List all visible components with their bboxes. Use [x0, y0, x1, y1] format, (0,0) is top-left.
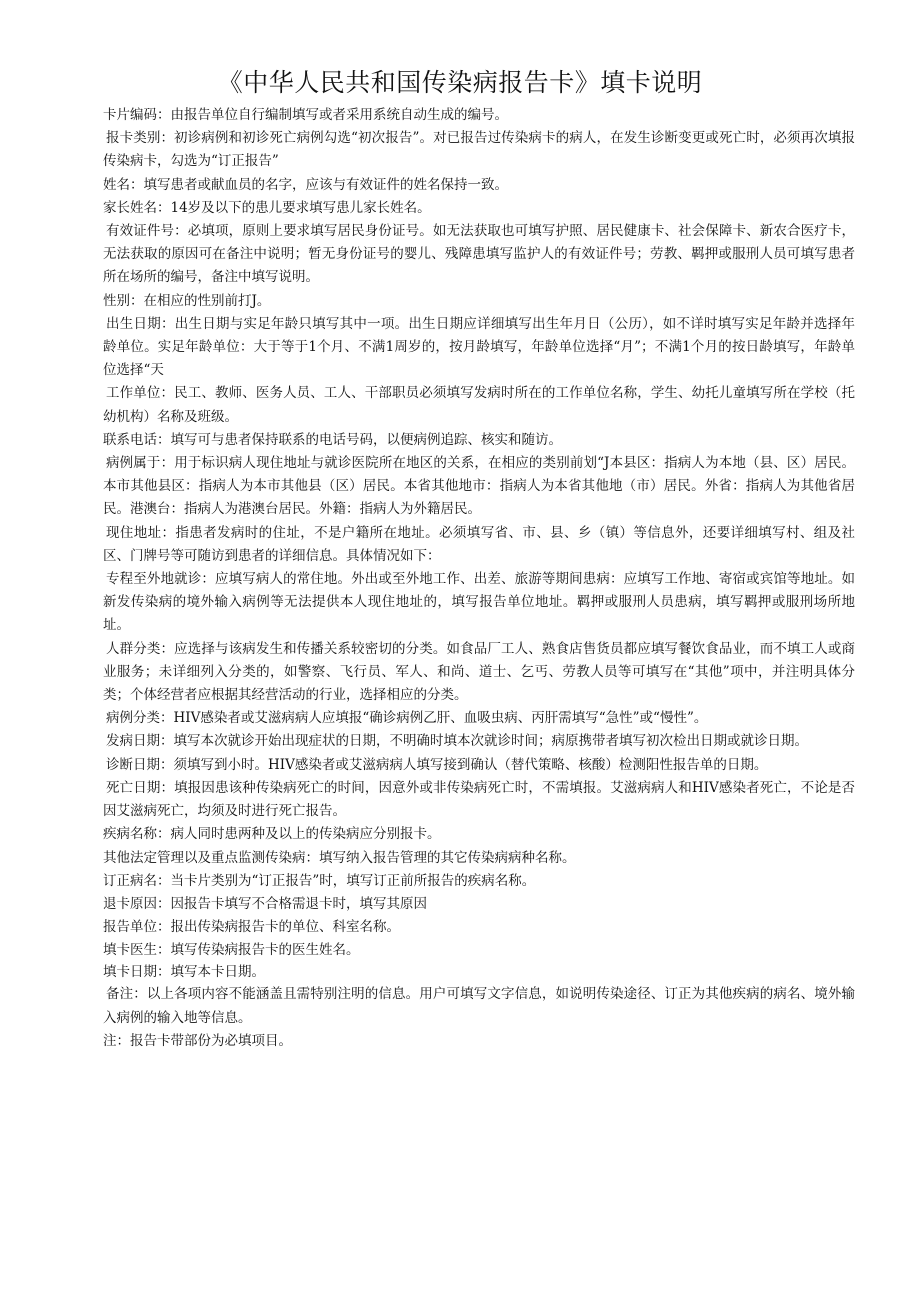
para-name: 姓名：填写患者或献血员的名字，应该与有效证件的姓名保持一致。: [103, 176, 508, 193]
para-doctor: 填卡医生：填写传染病报告卡的医生姓名。: [103, 942, 360, 959]
para-fill-date: 填卡日期：填写本卡日期。: [103, 964, 265, 981]
para-onset-date: 发病日期：填写本次就诊开始出现症状的日期，不明确时填本次就诊时间；病原携带者填写初次检出日期或就诊日期。: [106, 733, 808, 750]
para-work-unit: 工作单位：民工、教师、医务人员、工人、干部职员必须填写发病时所在的工作单位名称，学生、幼托儿童填写所在学校（托幼机构）名称及班级。: [103, 385, 855, 425]
para-id-number: 有效证件号：必填项，原则上要求填写居民身份证号。如无法获取也可填写护照、居民健康卡、社会保障卡、新农合医疗卡，无法获取的原因可在备注中说明；暂无身份证号的婴儿、残障患填写监护人的有效证件号；劳教、羁押或服刑人员可填写患者所在场所的编号，备注中填写说明。: [103, 223, 855, 286]
para-card-code: 卡片编码：由报告单位自行编制填写或者采用系统自动生成的编号。: [103, 107, 508, 123]
para-return-reason: 退卡原因：因报告卡填写不合格需退卡时，填写其原因: [103, 895, 427, 912]
para-phone: 联系电话：填写可与患者保持联系的电话号码，以便病例追踪、核实和随访。: [103, 431, 562, 448]
para-case-class: 病例分类：HIV感染者或艾滋病病人应填报“确诊病例乙肝、血吸虫病、丙肝需填写“急性”或“慢性”。: [106, 710, 708, 727]
para-population-class: 人群分类：应选择与该病发生和传播关系较密切的分类。如食品厂工人、熟食店售货员都应填写餐饮食品业，而不填工人或商业服务；未详细列入分类的，如警察、飞行员、军人、和尚、道士、乞丐、劳教人员等可填写在“其他”项中，并注明具体分类；个体经营者应根据其经营活动的行业，选择相应的分类。: [103, 640, 855, 704]
instructions-body: [103, 104, 855, 1053]
para-report-type: 报卡类别：初诊病例和初诊死亡病例勾选“初次报告”。对已报告过传染病卡的病人，在发生诊断变更或死亡时，必须再次填报传染病卡，勾选为“订正报告”: [103, 130, 855, 170]
para-birth-date: 出生日期：出生日期与实足年龄只填写其中一项。出生日期应详细填写出生年月日（公历），如不详时填写实足年龄并选择年龄单位。实足年龄单位：大于等于1个月、不满1周岁的，按月龄填写，年龄单位选择“月”；不满1个月的按日龄填写，年龄单位选择“天: [103, 315, 855, 379]
para-corrected-name: 订正病名：当卡片类别为“订正报告”时，填写订正前所报告的疾病名称。: [103, 872, 536, 889]
para-gender: 性别：在相应的性别前打J。: [103, 292, 271, 309]
para-disease-name: 疾病名称：病人同时患两种及以上的传染病应分别报卡。: [103, 826, 441, 843]
para-diagnosis-date: 诊断日期：须填写到小时。HIV感染者或艾滋病病人填写接到确认（替代策略、核酸）检测阳性报告单的日期。: [106, 756, 768, 773]
para-death-date: 死亡日期：填报因患该种传染病死亡的时间，因意外或非传染病死亡时，不需填报。艾滋病病人和HIV感染者死亡，不论是否因艾滋病死亡，均须及时进行死亡报告。: [103, 779, 855, 820]
para-current-address: 现住地址：指患者发病时的住址，不是户籍所在地址。必须填写省、市、县、乡（镇）等信息外，还要详细填写村、组及社区、门牌号等可随访到患者的详细信息。具体情况如下：: [103, 524, 855, 564]
para-other-diseases: 其他法定管理以及重点监测传染病：填写纳入报告管理的其它传染病病种名称。: [103, 849, 576, 866]
para-report-unit: 报告单位：报出传染病报告卡的单位、科室名称。: [103, 919, 400, 936]
para-remarks: 备注：以上各项内容不能涵盖且需特别注明的信息。用户可填写文字信息，如说明传染途径、订正为其他疾病的病名、境外输入病例的输入地等信息。: [103, 986, 855, 1026]
para-remote-visit: 专程至外地就诊：应填写病人的常住地。外出或至外地工作、出差、旅游等期间患病：应填写工作地、寄宿或宾馆等地址。如新发传染病的境外输入病例等无法提供本人现住地址的，填写报告单位地址。羁押或服刑人员患病，填写羁押或服刑场所地址。: [103, 571, 855, 634]
para-parent-name: 家长姓名：14岁及以下的患儿要求填写患儿家长姓名。: [103, 199, 431, 216]
document-title: 《中华人民共和国传染病报告卡》填卡说明: [217, 68, 703, 97]
para-case-belongs: 病例属于：用于标识病人现住地址与就诊医院所在地区的关系，在相应的类别前划“J本县区：指病人为本地（县、区）居民。本市其他县区：指病人为本市其他县（区）居民。本省其他地市：指病人为本省其他地（市）居民。外省：指病人为其他省居民。港澳台：指病人为港澳台居民。外籍：指病人为外籍居民。: [103, 455, 855, 518]
para-note: 注：报告卡带部份为必填项目。: [103, 1032, 292, 1049]
